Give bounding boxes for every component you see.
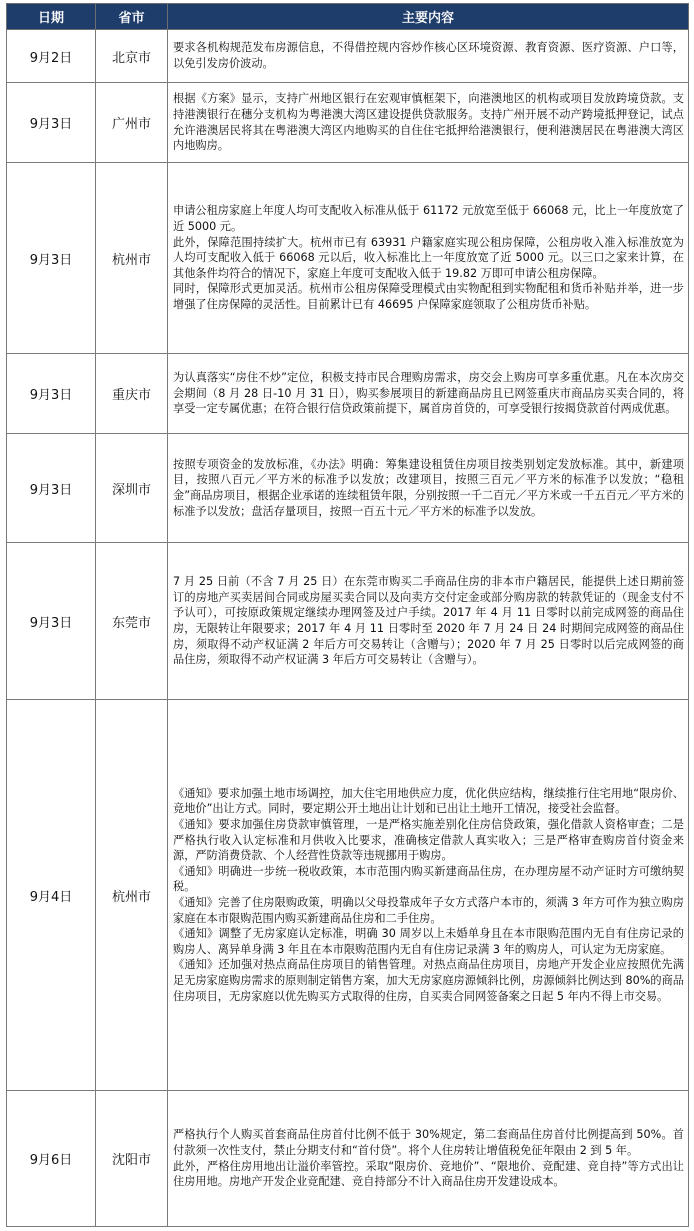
table-row — [7, 354, 689, 434]
row-city: 沈阳市 — [96, 1091, 168, 1227]
header-date: 日期 — [7, 4, 96, 30]
policy-table — [6, 3, 689, 1227]
content-paragraph: 此外，保障范围持续扩大。杭州市已有 63931 户籍家庭实现公租房保障，公租房收入准入标准放宽为人均可支配收入低于 66068 元以后，收入标准比上一年度放宽了近 5000 元。以三口之家来计算，在其他条件均符合的情况下，家庭上年度可支配收入低于 19.82 万即可申请公租房保障。 — [173, 235, 684, 280]
content-paragraph: 要求各机构规范发布房源信息，不得借控规内容炒作核心区环境资源、教育资源、医疗资源、户口等，以免引发房价波动。 — [173, 41, 684, 70]
content-paragraph: 《通知》还加强对热点商品住房项目的销售管理。对热点商品住房项目，房地产开发企业应按照优先满足无房家庭购房需求的原则制定销售方案，加大无房家庭房源倾斜比例，房源倾斜比例达到 80%的商品住房项目，无房家庭以优先购买方式取得的住房，自买卖合同网签备案之日起 5 年内不得上市交易。 — [173, 958, 684, 1003]
content-paragraph: 《通知》调整了无房家庭认定标准，明确 30 周岁以上未婚单身且在本市限购范围内无自有住房记录的购房人、离异单身满 3 年且在本市限购范围内无自有住房记录满 3 年的购房人，可认定为无房家庭。 — [173, 927, 684, 956]
content-paragraph: 《通知》明确进一步统一税收政策，本市范围内购买新建商品住房，在办理房屋不动产证时方可缴纳契税。 — [173, 864, 684, 894]
table-row — [7, 543, 689, 700]
content-paragraph: 《通知》要求加强住房贷款审慎管理，一是严格实施差别化住房信贷政策，强化借款人资格审查；二是严格执行收入认定标准和月供收入比要求，准确核定借款人真实收入；三是严格审查购房首付资金来源，严防消费贷款、个人经营性贷款等违规挪用于购房。 — [173, 818, 684, 863]
content-paragraph: 为认真落实“房住不炒”定位，积极支持市民合理购房需求，房交会上购房可享多重优惠。凡在本次房交会期间（8 月 28 日-10 月 31 日），购买参展项目的新建商品房且已网签重庆市商品房买卖合同的，将享受一定专属优惠；在符合银行信贷政策前提下，属首房首贷的，可享受银行按揭贷款首付两成优惠。 — [173, 371, 684, 416]
header-content: 主要内容 — [168, 4, 689, 30]
row-city: 重庆市 — [96, 354, 168, 434]
row-content — [168, 163, 689, 354]
row-date: 9月3日 — [7, 354, 96, 434]
row-content — [168, 700, 689, 1091]
row-date: 9月2日 — [7, 30, 96, 83]
content-paragraph: 《通知》完善了住房限购政策，明确以父母投靠成年子女方式落户本市的，须满 3 年方可作为独立购房家庭在本市限购范围内购买新建商品住房和二手住房。 — [173, 896, 684, 925]
row-content — [168, 30, 689, 83]
table-body — [7, 30, 689, 1227]
row-date: 9月3日 — [7, 543, 96, 700]
table-row — [7, 700, 689, 1091]
row-content — [168, 1091, 689, 1227]
row-city: 杭州市 — [96, 163, 168, 354]
row-content — [168, 354, 689, 434]
row-date: 9月6日 — [7, 1091, 96, 1227]
row-content — [168, 434, 689, 543]
table-row — [7, 163, 689, 354]
content-paragraph: 7 月 25 日前（不含 7 月 25 日）在东莞市购买二手商品住房的非本市户籍居民，能提供上述日期前签订的房地产买卖居间合同或房屋买卖合同以及向卖方交付定金或部分购房款的转款凭证的（现金支付不予认可），可按原政策规定继续办理网签及过户手续。2017 年 4 月 11 日零时以前完成网签的商品住房，无限转让年限要求；2017 年 4 月 11 日零时至 2020 年 7 月 24 日 24 时期间完成网签的商品住房，须取得不动产权证满 2 年后方可交易转让（含赠与）；2020 年 7 月 25 日零时以后完成网签的商品住房，须取得不动产权证满 3 年后方可交易转让（含赠与）。 — [173, 575, 684, 667]
content-paragraph: 按照专项资金的发放标准，《办法》明确：筹集建设租赁住房项目按类别划定发放标准。其中，新建项目，按照八百元／平方米的标准予以发放；改建项目，按照三百元／平方米的标准予以发放；“稳租金”商品房项目，根据企业承诺的连续租赁年限，分别按照一千二百元／平方米或一千五百元／平方米的标准予以发放；盘活存量项目，按照一百五十元／平方米的标准予以发放。 — [173, 457, 684, 518]
content-paragraph: 此外，严格住房用地出让溢价率管控。采取“限房价、竞地价”、“限地价、竞配建、竞自持”等方式出让住房用地。房地产开发企业竞配建、竞自持部分不计入商品住房开发建设成本。 — [173, 1159, 684, 1189]
table-row — [7, 30, 689, 83]
row-date: 9月3日 — [7, 83, 96, 163]
row-content — [168, 83, 689, 163]
row-date: 9月4日 — [7, 700, 96, 1091]
row-date: 9月3日 — [7, 163, 96, 354]
header-city: 省市 — [96, 4, 168, 30]
row-city: 深圳市 — [96, 434, 168, 543]
content-paragraph: 同时，保障形式更加灵活。杭州市公租房保障受理模式由实物配租到实物配租和货币补贴并举，进一步增强了住房保障的灵活性。目前累计已有 46695 户保障家庭领取了公租房货币补贴。 — [173, 282, 684, 311]
row-city: 北京市 — [96, 30, 168, 83]
row-date: 9月3日 — [7, 434, 96, 543]
row-content — [168, 543, 689, 700]
row-city: 东莞市 — [96, 543, 168, 700]
header-row — [7, 4, 689, 30]
table-row — [7, 1091, 689, 1227]
content-paragraph: 《通知》要求加强土地市场调控，加大住宅用地供应力度，优化供应结构，继续推行住宅用地“限房价、竞地价”出让方式。同时，要定期公开土地出让计划和已出让土地开工情况，接受社会监督。 — [173, 786, 684, 816]
table-row — [7, 434, 689, 543]
content-paragraph: 严格执行个人购买首套商品住房首付比例不低于 30%规定，第二套商品住房首付比例提高到 50%。首付款须一次性支付，禁止分期支付和“首付贷”。将个人住房转让增值税免征年限由 2 到 5 年。 — [173, 1128, 684, 1157]
content-paragraph: 根据《方案》显示，支持广州地区银行在宏观审慎框架下，向港澳地区的机构或项目发放跨境贷款。支持港澳银行在穗分支机构为粤港澳大湾区建设提供贷款服务。支持广州开展不动产跨境抵押登记，试点允许港澳居民将其在粤港澳大湾区内地购买的自住住宅抵押给港澳银行，便利港澳居民在粤港澳大湾区内地购房。 — [173, 92, 684, 153]
content-paragraph: 申请公租房家庭上年度人均可支配收入标准从低于 61172 元放宽至低于 66068 元，比上一年度放宽了近 5000 元。 — [173, 204, 684, 234]
row-city: 杭州市 — [96, 700, 168, 1091]
table-row — [7, 83, 689, 163]
row-city: 广州市 — [96, 83, 168, 163]
